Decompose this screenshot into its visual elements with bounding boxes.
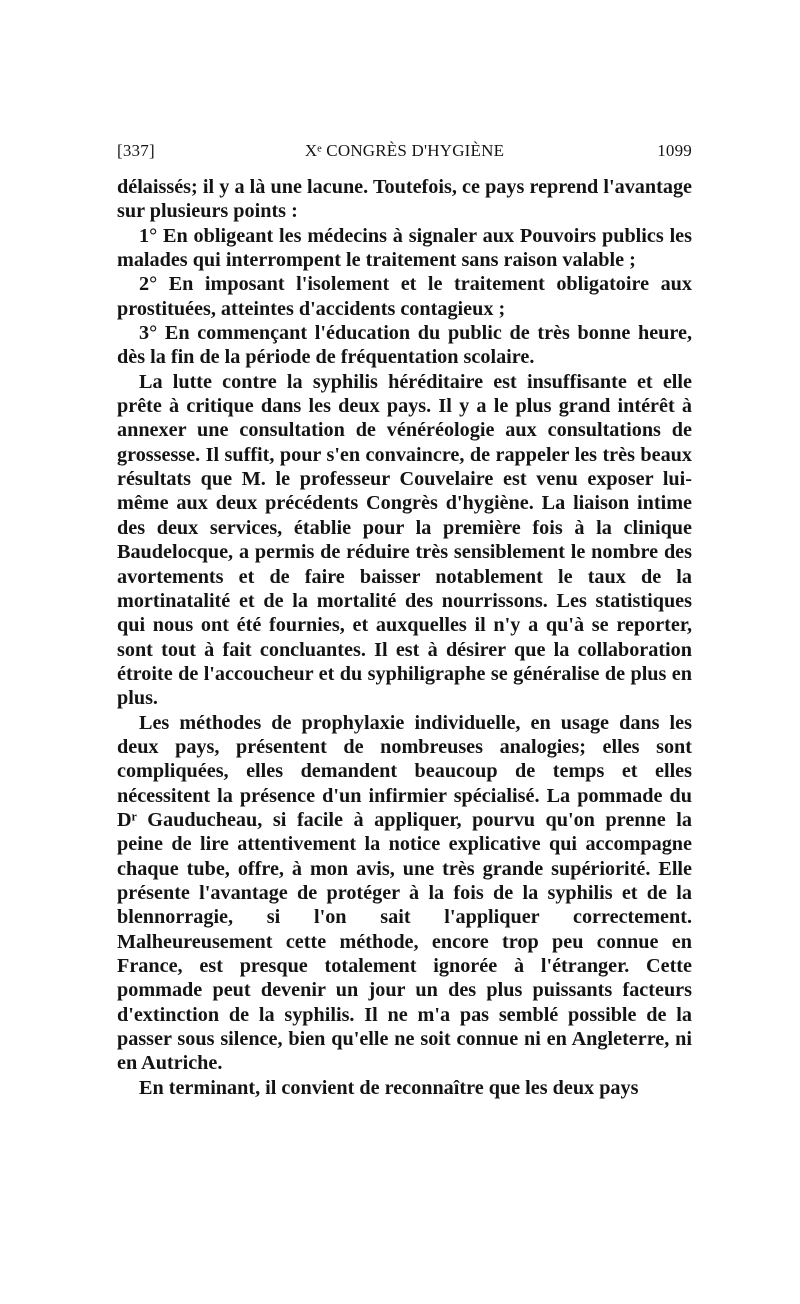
page-number: 1099 — [657, 141, 692, 160]
section-reference: [337] — [117, 141, 155, 160]
paragraph-conclusion: En terminant, il convient de reconnaître que les deux pays — [139, 1076, 639, 1099]
paragraph-point-3: 3° En commençant l'éducation du public de très bonne heure, dès la fin de la période de fréquentation scolaire. — [117, 322, 692, 369]
paragraph-point-1: 1° En obligeant les médecins à signaler aux Pouvoirs publics les malades qui interrompent le traitement sans raison valable ; — [117, 224, 692, 272]
body-text — [117, 175, 692, 1100]
book-page — [117, 0, 692, 1304]
paragraph-prophylaxis: Les méthodes de prophylaxie individuelle, en usage dans les deux pays, présentent de nombreuses analogies; elles sont compliquées, elles demandent beaucoup de temps et elles nécessitent la présence d'un infirmier spécialisé. La pommade du Dʳ Gauducheau, si facile à appliquer, pourvu qu'on prenne la peine de lire attentivement la notice explicative qui accompagne chaque tube, offre, à mon avis, une très grande supériorité. Elle présente l'avantage de protéger à la fois de la syphilis et de la blennorragie, si l'on sait l'appliquer correctement. Malheureusement cette méthode, encore trop peu connue en France, est presque totalement ignorée à l'étranger. Cette pommade peut devenir un jour un des plus puissants facteurs d'extinction de la syphilis. Il ne m'a pas semblé possible de la passer sous silence, bien qu'elle ne soit connue ni en Angleterre, ni en Autriche. — [117, 711, 692, 1075]
running-header — [117, 141, 692, 165]
running-title: Xᵉ CONGRÈS D'HYGIÈNE — [304, 141, 505, 160]
paragraph-continuation: délaissés; il y a là une lacune. Toutefois, ce pays reprend l'avantage sur plusieurs points : — [117, 176, 692, 223]
paragraph-hereditary-syphilis: La lutte contre la syphilis héréditaire est insuffisante et elle prête à critique dans les deux pays. Il y a le plus grand intérêt à annexer une consultation de vénéréologie aux consultations de grossesse. Il suffit, pour s'en convaincre, de rappeler les très beaux résultats que M. le professeur Couvelaire est venu exposer lui-même aux deux précédents Congrès d'hygiène. La liaison intime des deux services, établie pour la première fois à la clinique Baudelocque, a permis de réduire très sensiblement le nombre des avortements et de faire baisser notablement le taux de la mortinatalité et de la mortalité des nourrissons. Les statistiques qui nous ont été fournies, et auxquelles il n'y a qu'à se reporter, sont tout à fait concluantes. Il est à désirer que la collaboration étroite de l'accoucheur et du syphiligraphe se généralise de plus en plus. — [117, 370, 692, 710]
paragraph-point-2: 2° En imposant l'isolement et le traitement obligatoire aux prostituées, atteintes d'accidents contagieux ; — [117, 273, 692, 320]
